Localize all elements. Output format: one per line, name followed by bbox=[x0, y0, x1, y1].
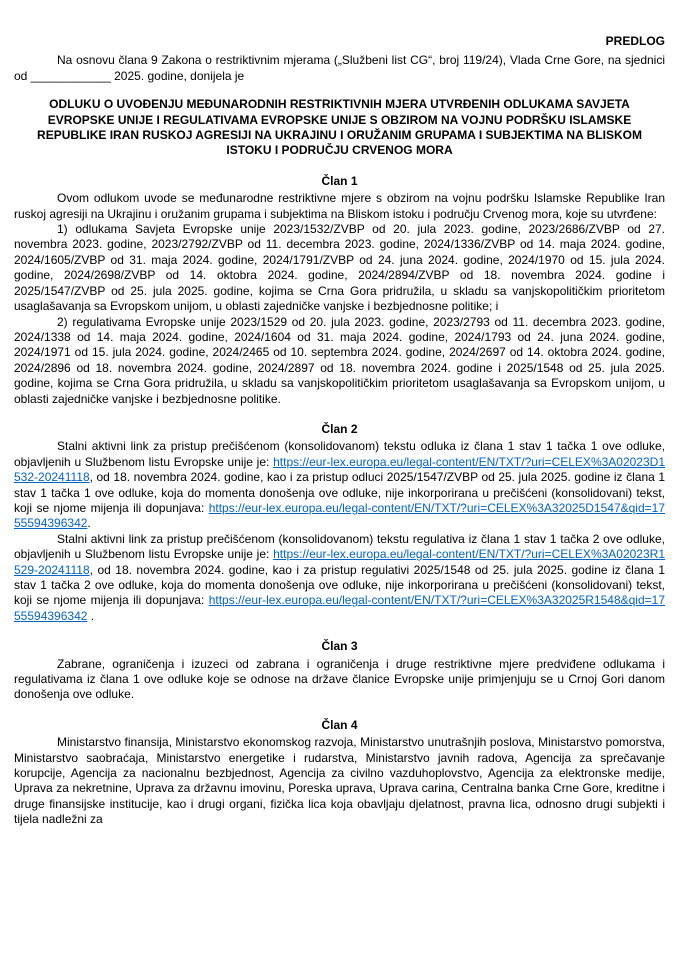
article-3-paragraph-1: Zabrane, ograničenja i izuzeci od zabrana i ograničenja i druge restriktivne mjere predviđene odlukama i regulativama iz člana 1 ove odluke koje se odnose na države članice Evropske unije primjenjuju se u Crnoj Gori danom donošenja ove odluke. bbox=[14, 656, 665, 702]
eur-lex-consolidated-decisions-link[interactable]: https://eur-lex.europa.eu/legal-content/EN/TXT/?uri=CELEX%3A02023D1532-20241118 bbox=[14, 454, 665, 485]
article-4-heading: Član 4 bbox=[321, 717, 358, 732]
paragraph-text: . bbox=[87, 608, 95, 623]
paragraph-text: . bbox=[87, 516, 91, 531]
document-label: PREDLOG bbox=[605, 34, 665, 48]
article-1-item-1: 1) odlukama Savjeta Evropske unije 2023/1532/ZVBP od 20. jula 2023. godine, 2023/2686/ZVBP od 27. novembra 2023. godine, 2023/2792/ZVBP od 11. decembra 2023. godine, 2024/1336/ZVBP od 14. maja 2024. godine, 2024/1605/ZVBP od 31. maja 2024. godine, 2024/1791/ZVBP od 24. juna 2024. godine, 2024/1970 od 15. jula 2024. godine, 2024/2698/ZVBP od 14. oktobra 2024. godine, 2024/2894/ZVBP od 18. novembra 2024. godine i 2025/1547/ZVBP od 25. jula 2025. godine, kojima se Crna Gora pridružila, u skladu sa vanjskopolitičkim prioritetom usaglašavanja sa Evropskom unijom, u oblasti zajedničke vanjske i bezbjednosne politike; i bbox=[14, 222, 665, 314]
document-title: ODLUKU O UVOĐENJU MEĐUNARODNIH RESTRIKTIVNIH MJERA UTVRĐENIH ODLUKAMA SAVJETA EVROPSKE UNIJE I REGULATIVAMA EVROPSKE UNIJE S OBZIROM NA VOJNU PODRŠKU ISLAMSKE REPUBLIKE IRAN RUSKOJ AGRESIJI NA UKRAJINU I ORUŽANIM GRUPAMA I SUBJEKTIMA NA BLISKOM ISTOKU I PODRUČJU CRVENOG MORA bbox=[37, 97, 642, 158]
paragraph-text: , od 18. novembra 2024. godine, kao i za pristup regulativi 2025/1548 od 25. jula 2025. godine iz člana 1 stav 1 tačka 2 ove odluke, koja do momenta donošenja ove odluke, nije inkorporirana u prečišćeni (konsolidovani) tekst, koji se njome mijenja ili dopunjava: bbox=[14, 562, 665, 608]
article-2-paragraph-1 bbox=[14, 439, 665, 531]
paragraph-text: Stalni aktivni link za pristup prečišćenom (konsolidovanom) tekstu odluka iz člana 1 stav 1 tačka 1 ove odluke, objavljenih u Službenom listu Evropske unije je: bbox=[14, 439, 665, 469]
article-3-heading: Član 3 bbox=[321, 639, 358, 654]
eur-lex-consolidated-regulations-link[interactable]: https://eur-lex.europa.eu/legal-content/EN/TXT/?uri=CELEX%3A02023R1529-20241118 bbox=[14, 547, 665, 577]
article-1-item-2: 2) regulativama Evropske unije 2023/1529 od 20. jula 2023. godine, 2023/2793 od 11. decembra 2023. godine, 2024/1338 od 14. maja 2024. godine, 2024/1604 od 31. maja 2024. godine, 2024/1793 od 24. juna 2024. godine, 2024/1971 od 15. jula 2024. godine, 2024/2465 od 10. septembra 2024. godine, 2024/2697 od 14. oktobra 2024. godine, 2024/2896 od 18. novembra 2024. godine, 2024/2897 od 18. novembra 2024. godine i 2025/1548 od 25. jula 2025. godine, kojima se Crna Gora pridružila, u skladu sa vanjskopolitičkim prioritetom usaglašavanja sa Evropskom unijom, u oblasti zajedničke vanjske i bezbjednosne politike. bbox=[14, 314, 665, 406]
article-4-paragraph-1: Ministarstvo finansija, Ministarstvo ekonomskog razvoja, Ministarstvo unutrašnjih poslova, Ministarstvo pomorstva, Ministarstvo saobraćaja, Ministarstvo energetike i rudarstva, Ministarstvo javnih radova, Agencija za sprečavanje korupcije, Agencija za nacionalnu bezbjednost, Agencija za civilno vazduhoplovstvo, Agencija za elektronske medije, Uprava za nekretnine, Uprava za državnu imovinu, Poreska uprava, Uprava carina, Centralna banka Crne Gore, kreditne i druge finansijske institucije, kao i drugi organi, fizička lica koja obavljaju djelatnost, pravna lica, odnosno drugi subjekti i tijela nadležni za bbox=[14, 735, 665, 827]
eur-lex-regulation-2025-1548-link[interactable]: https://eur-lex.europa.eu/legal-content/EN/TXT/?uri=CELEX%3A32025R1548&qid=1755594396342 bbox=[14, 593, 665, 623]
article-2-paragraph-2 bbox=[14, 532, 665, 624]
article-2-heading: Član 2 bbox=[321, 421, 358, 436]
paragraph-text: , od 18. novembra 2024. godine, kao i za pristup odluci 2025/1547/ZVBP od 25. jula 2025. godine iz člana 1 stav 1 tačka 1 ove odluke, koja do momenta donošenja ove odluke, nije inkorporirana u prečišćeni (konsolidovani) tekst, koji se njome mijenja ili dopunjava: bbox=[14, 470, 665, 515]
article-1-paragraph-1: Ovom odlukom uvode se međunarodne restriktivne mjere s obzirom na vojnu podršku Islamske Republike Iran ruskoj agresiji na Ukrajinu i oružanim grupama i subjektima na Bliskom istoku i području Crvenog mora, koje su utvrđene: bbox=[14, 191, 665, 221]
article-1-heading: Član 1 bbox=[321, 173, 358, 188]
paragraph-text: Stalni aktivni link za pristup prečišćenom (konsolidovanom) tekstu regulativa iz člana 1 stav 1 tačka 2 ove odluke, objavljenih u Službenom listu Evropske unije je: bbox=[14, 531, 665, 562]
eur-lex-decision-2025-1547-link[interactable]: https://eur-lex.europa.eu/legal-content/EN/TXT/?uri=CELEX%3A32025D1547&qid=1755594396342 bbox=[14, 500, 665, 531]
preamble-paragraph: Na osnovu člana 9 Zakona o restriktivnim mjerama („Službeni list CG“, broj 119/24), Vlada Crne Gore, na sjednici od ____________ 2025. godine, donijela je bbox=[14, 53, 665, 83]
